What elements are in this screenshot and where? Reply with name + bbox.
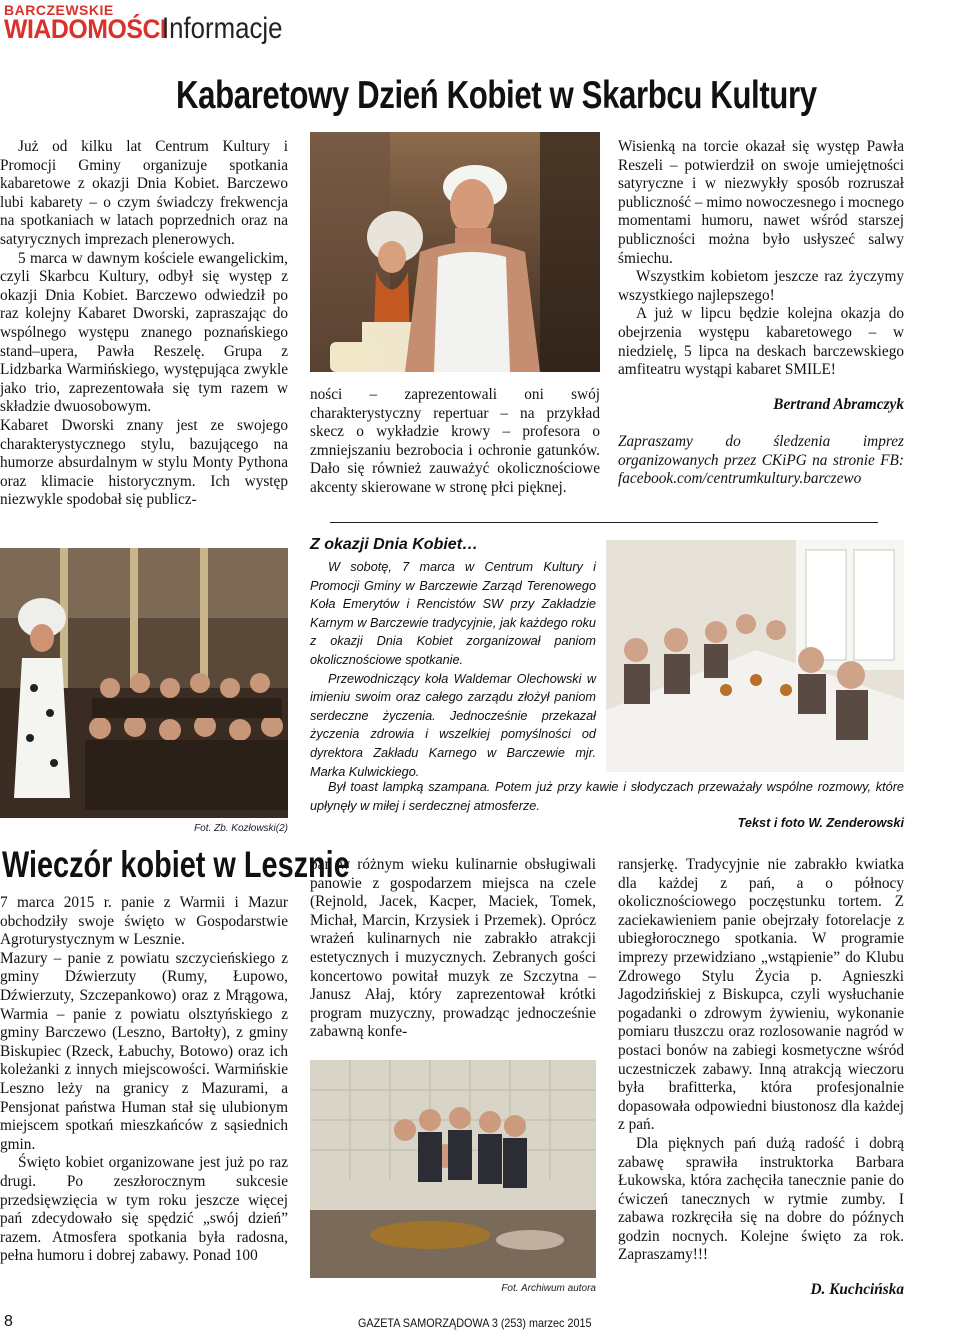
photo-men-kitchen <box>310 1060 596 1278</box>
article-title-dzien-kobiet: Z okazji Dnia Kobiet… <box>310 536 479 553</box>
paragraph: Święto kobiet organizowane jest już po raz drugi. Po zeszłorocznym sukcesie przedsięwzięcia w tym roku jeszcze więcej pań zdecydowało się spędzić „swój dzień” razem. Atmosfera spotkania była radosna, pełna humoru i dobrej zabawy. Ponad 100 <box>0 1154 288 1265</box>
author-signature: Bertrand Abramczyk <box>773 396 904 413</box>
photo-kabaret-audience <box>0 548 288 818</box>
article3-column-1 <box>0 894 288 1266</box>
photo-kabaret-stage <box>310 132 600 372</box>
paragraph: ransjerkę. Tradycyjnie nie zabrakło kwiatka dla każdej z pań, a o północy okolicznościowego poczęstunku tortem. Z zaciekawieniem panie obejrzały fotorelacje z ubiegłorocznego spotkania. W programie imprezy przewidziano „wstąpienie” do Klubu Zdrowego Stylu Życia p. Agnieszki Jagodzińskiej z Biskupca, czyli wysłuchanie pogadanki o zdrowym żywieniu, wykonanie pomiaru tłuszczu oraz rozlosowanie nagród w postaci bonów na zabiegi kosmetyczne wśród uczestniczek zabawy. Inną atrakcją wieczoru była brafitterka, która profesjonalnie dopasowała odpowiedni biustonosz dla każdej z pań. <box>618 856 904 1134</box>
paragraph: pań w różnym wieku kulinarnie obsługiwali panowie z gospodarzem miejsca na czele (Rejnold, Jacek, Kacper, Maciek, Tomek, Michał, Marcin, Krzysiek i Przemek). Oprócz wrażeń kulinarnych nie zabrakło atrakcji estetycznych i muzycznych. Zebranych gości koncertowo powitał muzyk ze Szczytna – Janusz Ałaj, który zaprezentował krótki program muzyczny, prowadząc jednocześnie zabawną konfe- <box>310 856 596 1041</box>
photo-caption: Fot. Zb. Kozłowski(2) <box>194 823 288 834</box>
section-divider <box>330 522 878 523</box>
article3-column-2 <box>310 856 596 1042</box>
article2-text <box>310 558 596 781</box>
article-title-wieczor-kobiet: Wieczór kobiet w Lesznie <box>2 844 350 885</box>
paragraph: W sobotę, 7 marca w Centrum Kultury i Promocji Gminy w Barczewie Zarząd Terenowego Koła Emerytów i Rencistów SW przy Zakładzie Karnym w Barczewie tradycyjnie, jak każdego roku z okazji Dnia Kobiet zorganizował paniom okolicznościowe spotkanie. <box>310 560 596 667</box>
paragraph: ności – zaprezentowali oni swój charakterystyczny repertuar – na przykład skecz o wykładzie krowy – profesora o zmniejszaniu bezrobocia i ochronie gatunków. Dało się również zauważyć okolicznościowe akcenty skierowane w stronę płci pięknej. <box>310 386 600 496</box>
article2-closing <box>310 778 904 815</box>
article-title-kabaret: Kabaretowy Dzień Kobiet w Skarbcu Kultury <box>176 74 817 117</box>
article2-author: Tekst i foto W. Zenderowski <box>737 816 904 830</box>
photo-caption: Fot. Archiwum autora <box>501 1283 596 1294</box>
article1-column-3 <box>618 138 904 380</box>
paragraph: Wszystkim kobietom jeszcze raz życzymy wszystkiego najlepszego! <box>618 268 904 304</box>
brand-top-line: BARCZEWSKIE <box>4 2 114 18</box>
paragraph: A już w lipcu będzie kolejna okazja do obejrzenia występu kabaretowego – w niedzielę, 5 lipca na deskach barczewskiego amfiteatru wystąpi kabaret SMILE! <box>618 305 904 379</box>
page-number: 8 <box>4 1313 13 1330</box>
paragraph: Kabaret Dworski znany jest ze swojego charakterystycznego stylu, bazującego na humorze absurdalnym w stylu Monty Pythona oraz klimacie historycznym. Ich występ niezwykle spodobał się publicz- <box>0 416 288 509</box>
facebook-invite: Zapraszamy do śledzenia imprez organizowanych przez CKiPG na stronie FB: facebook.com/centrumkultury.barczewo <box>618 433 904 488</box>
article1-column-2 <box>310 386 600 498</box>
paragraph: Wisienką na torcie okazał się występ Pawła Reszeli – potwierdził on swoje umiejętności satyryczne i w niezwykły sposób rozruszał publiczność – mimo nowoczesnego i mocnego momentami humoru, nawet wśród starszej publiczności można było usłyszeć salwy śmiechu. <box>618 138 904 267</box>
paragraph: 7 marca 2015 r. panie z Warmii i Mazur obchodziły swoje święto w Gospodarstwie Agroturystycznym w Lesznie. <box>0 894 288 949</box>
brand-logo: WIADOMOŚCI <box>4 14 167 44</box>
section-title: Informacje <box>162 12 283 45</box>
paragraph: Mazury – panie z powiatu szczycieńskiego z gminy Dźwierzuty (Rumy, Łupowo, Dźwierzuty, Szczepankowo) oraz z Mrągowa, Warmia – panie z powiatu olsztyńskiego z gminy Barczewo (Leszno, Bartołty), z gminy Biskupiec (Rzeck, Łabuchy, Botowo) oraz ich koleżanki z innych miejscowości. Warmińskie Leszno leży na granicy z Mazurami, a Pensjonat państwa Human stał się ulubionym miejscem spotkań mieszkańców z sąsiednich gmin. <box>0 949 288 1153</box>
photo-women-table <box>606 540 904 772</box>
article3-column-3 <box>618 856 904 1265</box>
paragraph: 5 marca w dawnym kościele ewangelickim, czyli Skarbcu Kultury, odbył się występ z okazji Dnia Kobiet. Barczewo odwiedził po raz kolejny Kabaret Dworski, zapraszając do wspólnego występu znanego poznańskiego stand–upera, Pawła Reszelę. Grupa z Lidzbarka Warmińskiego, występująca zwykle jako trio, zaprezentowała się tym razem w składzie dwuosobowym. <box>0 249 288 416</box>
paragraph: Był toast lampką szampana. Potem już przy kawie i słodyczach przeważały wspólne rozmowy, które upłynęły w miłej i serdecznej atmosferze. <box>310 780 904 813</box>
magazine-footer: GAZETA SAMORZĄDOWA 3 (253) marzec 2015 <box>358 1316 592 1330</box>
author-signature: D. Kuchcińska <box>810 1281 904 1298</box>
paragraph: Już od kilku lat Centrum Kultury i Promocji Gminy organizuje spotkania kabaretowe z okazji Dnia Kobiet. Barczewo lubi kabarety – o czym świadczy frekwencja na spotkaniach w latach poprzednich oraz na satyrycznych imprezach plenerowych. <box>0 138 288 248</box>
paragraph: Przewodniczący koła Waldemar Olechowski w imieniu swoim oraz całego zarządu złożył paniom serdeczne życzenia. Jednocześnie przekazał życzenia zdrowia i wszelkiej pomyślności od dyrektora Zakładu Karnego w Barczewie mjr. Marka Kulwickiego. <box>310 671 596 779</box>
article1-column-1 <box>0 138 288 510</box>
paragraph: Dla pięknych pań dużą radość i dobrą zabawę sprawiła instruktorka Barbara Łukowska, która zachęciła tanecznie panie do ćwiczeń tanecznych w rytmie zumby. I zabawa rozkręciła się na dobre do późnych godzin nocnych. Kolejne święto za rok. Zapraszamy!!! <box>618 1134 904 1264</box>
